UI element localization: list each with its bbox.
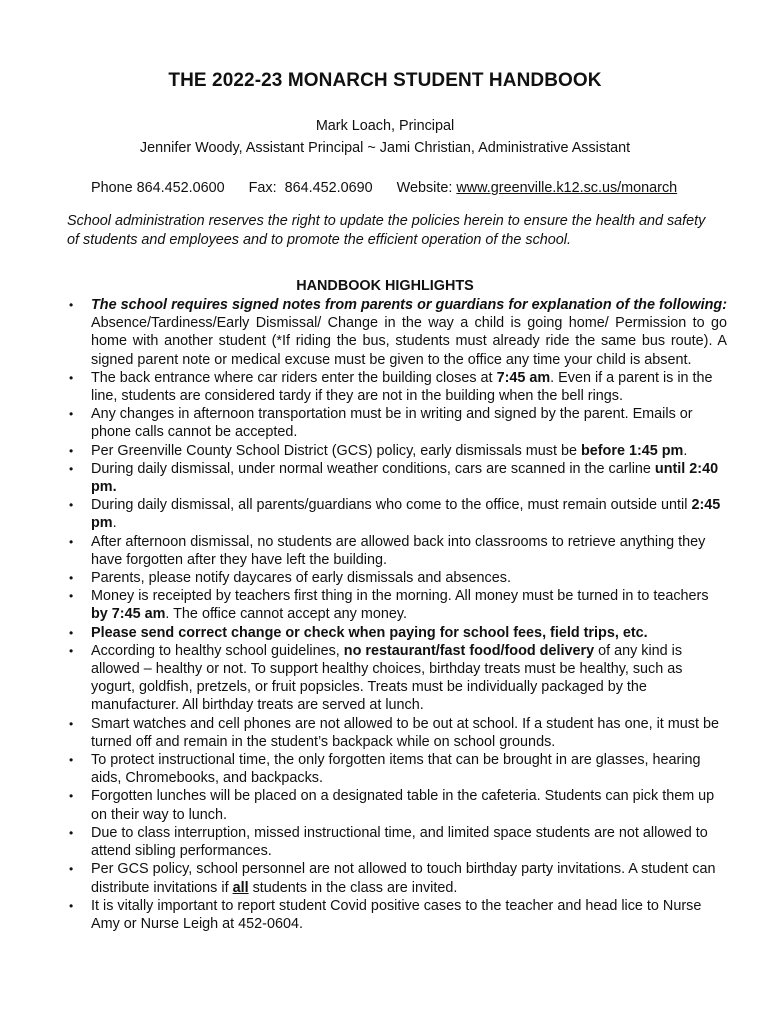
list-item: • Money is receipted by teachers first thing in the morning. All money must be turned in to teachers by 7:45 am. The office cannot accept any money. <box>69 588 709 623</box>
list-item: • The back entrance where car riders enter the building closes at 7:45 am. Even if a parent is in the line, students are considered tardy if they are not in the building when the bell rings. <box>69 369 713 405</box>
website-label: Website: <box>396 180 457 196</box>
list-item: • Per GCS policy, school personnel are not allowed to touch birthday party invitations. A student can distribute invitations if all students in the class are invited. <box>69 861 716 896</box>
highlights-heading: HANDBOOK HIGHLIGHTS <box>296 278 474 294</box>
list-item: • Due to class interruption, missed instructional time, and limited space students are not allowed to attend sibling performances. <box>69 824 708 860</box>
highlights-list <box>67 296 727 933</box>
list-item: • Forgotten lunches will be placed on a designated table in the cafeteria. Students can pick them up on their way to lunch. <box>69 788 715 823</box>
bullet-icon: • <box>69 862 74 877</box>
bullet-icon: • <box>69 534 74 549</box>
bullet-icon: • <box>69 898 74 913</box>
list-item: • The school requires signed notes from parents or guardians for explanation of the following: Absence/Tardiness/Early Dismissal/ Change in the way a child is going home/ Permission to go home with another student (*If riding the bus, students must already ride the same bus route). A signed parent note or medical excuse must be given to the office any time your child is absent. <box>69 297 727 368</box>
bullet-icon: • <box>69 298 74 312</box>
bullet-icon: • <box>69 370 74 385</box>
list-item: • During daily dismissal, all parents/guardians who come to the office, must remain outside until 2:45 pm. <box>69 497 721 532</box>
list-item: • According to healthy school guidelines, no restaurant/fast food/food delivery of any kind is allowed – healthy or not. To support healthy choices, birthday treats must be healthy, such as yogurt, goldfish, pretzels, or fruit popsicles. Treats must be individually packaged by the manufacturer. All birthday treats are served at lunch. <box>69 642 683 714</box>
bullet-icon: • <box>69 461 74 476</box>
bullet-icon: • <box>69 407 74 422</box>
list-item: • After afternoon dismissal, no students are allowed back into classrooms to retrieve anything they have forgotten after they have left the building. <box>69 533 706 568</box>
bullet-icon: • <box>69 498 74 513</box>
bullet-icon: • <box>69 589 74 604</box>
bullet-icon: • <box>69 825 74 840</box>
list-item: • Any changes in afternoon transportation must be in writing and signed by the parent. Emails or phone calls cannot be accepted. <box>69 406 693 441</box>
staff-line: Jennifer Woody, Assistant Principal ~ Jami Christian, Administrative Assistant <box>139 140 631 156</box>
website-link[interactable]: www.greenville.k12.sc.us/monarch <box>456 180 678 196</box>
bullet-icon: • <box>69 443 74 458</box>
list-item: • It is vitally important to report student Covid positive cases to the teacher and head lice to Nurse Amy or Nurse Leigh at 452-0604. <box>69 897 702 932</box>
bullet-icon: • <box>69 643 74 658</box>
bullet-icon: • <box>69 625 74 640</box>
list-item: • Smart watches and cell phones are not allowed to be out at school. If a student has one, it must be turned off and remain in the student’s backpack while on school grounds. <box>69 715 719 750</box>
admin-notice: School administration reserves the right to update the policies herein to ensure the health and safety of students and employees and to promote the efficient operation of the school. <box>67 213 706 248</box>
contact-line <box>91 180 677 196</box>
list-item: • Per Greenville County School District (GCS) policy, early dismissals must be before 1:45 pm. <box>69 442 688 459</box>
bullet-icon: • <box>69 753 74 768</box>
fax-text: Fax: 864.452.0690 <box>248 180 373 196</box>
list-item: • During daily dismissal, under normal weather conditions, cars are scanned in the carline until 2:40 pm. <box>69 460 719 496</box>
bullet-icon: • <box>69 716 74 731</box>
bullet-icon: • <box>69 571 74 586</box>
bullet-icon: • <box>69 789 74 804</box>
list-item: • To protect instructional time, the only forgotten items that can be brought in are glasses, hearing aids, Chromebooks, and backpacks. <box>69 752 701 787</box>
list-item: • Parents, please notify daycares of early dismissals and absences. <box>69 570 511 587</box>
phone-text: Phone 864.452.0600 <box>91 180 225 196</box>
principal-line: Mark Loach, Principal <box>315 118 455 134</box>
list-item: • Please send correct change or check when paying for school fees, field trips, etc. <box>69 624 648 641</box>
page-title: THE 2022-23 MONARCH STUDENT HANDBOOK <box>168 70 602 91</box>
